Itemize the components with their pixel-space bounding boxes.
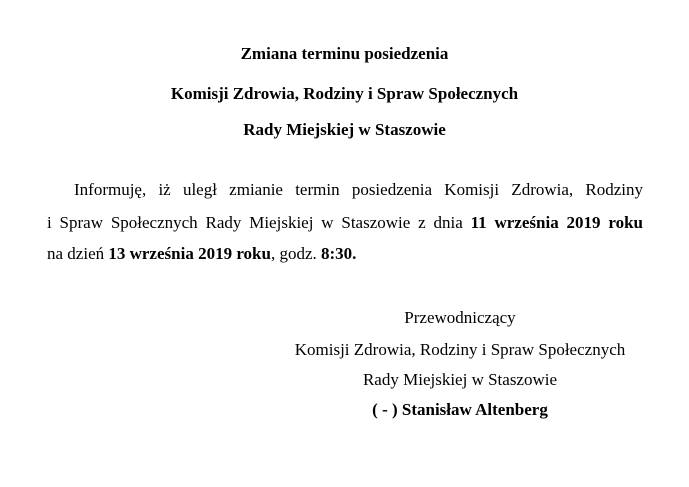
body-paragraph-line-1: Informuję, iż uległ zmianie termin posiedzenia Komisji Zdrowia, Rodziny — [74, 180, 643, 199]
document-title-line-1: Zmiana terminu posiedzenia — [240, 44, 449, 63]
old-date: 11 września 2019 roku — [470, 213, 643, 232]
meeting-time: 8:30. — [321, 244, 357, 263]
new-date: 13 września 2019 roku — [108, 244, 271, 263]
body-line-2-text: i Spraw Społecznych Rady Miejskiej w Staszowie z dnia — [47, 213, 471, 232]
signature-name: ( - ) Stanisław Altenberg — [372, 400, 548, 419]
document-title-line-3: Rady Miejskiej w Staszowie — [243, 120, 446, 139]
signature-council: Rady Miejskiej w Staszowie — [362, 370, 558, 389]
time-prefix: , godz. — [270, 244, 322, 263]
signature-committee: Komisji Zdrowia, Rodziny i Spraw Społecznych — [294, 340, 626, 359]
body-line-3-prefix: na dzień — [47, 244, 109, 263]
signature-role: Przewodniczący — [404, 308, 516, 327]
document-title-line-2: Komisji Zdrowia, Rodziny i Spraw Społecznych — [170, 84, 519, 103]
